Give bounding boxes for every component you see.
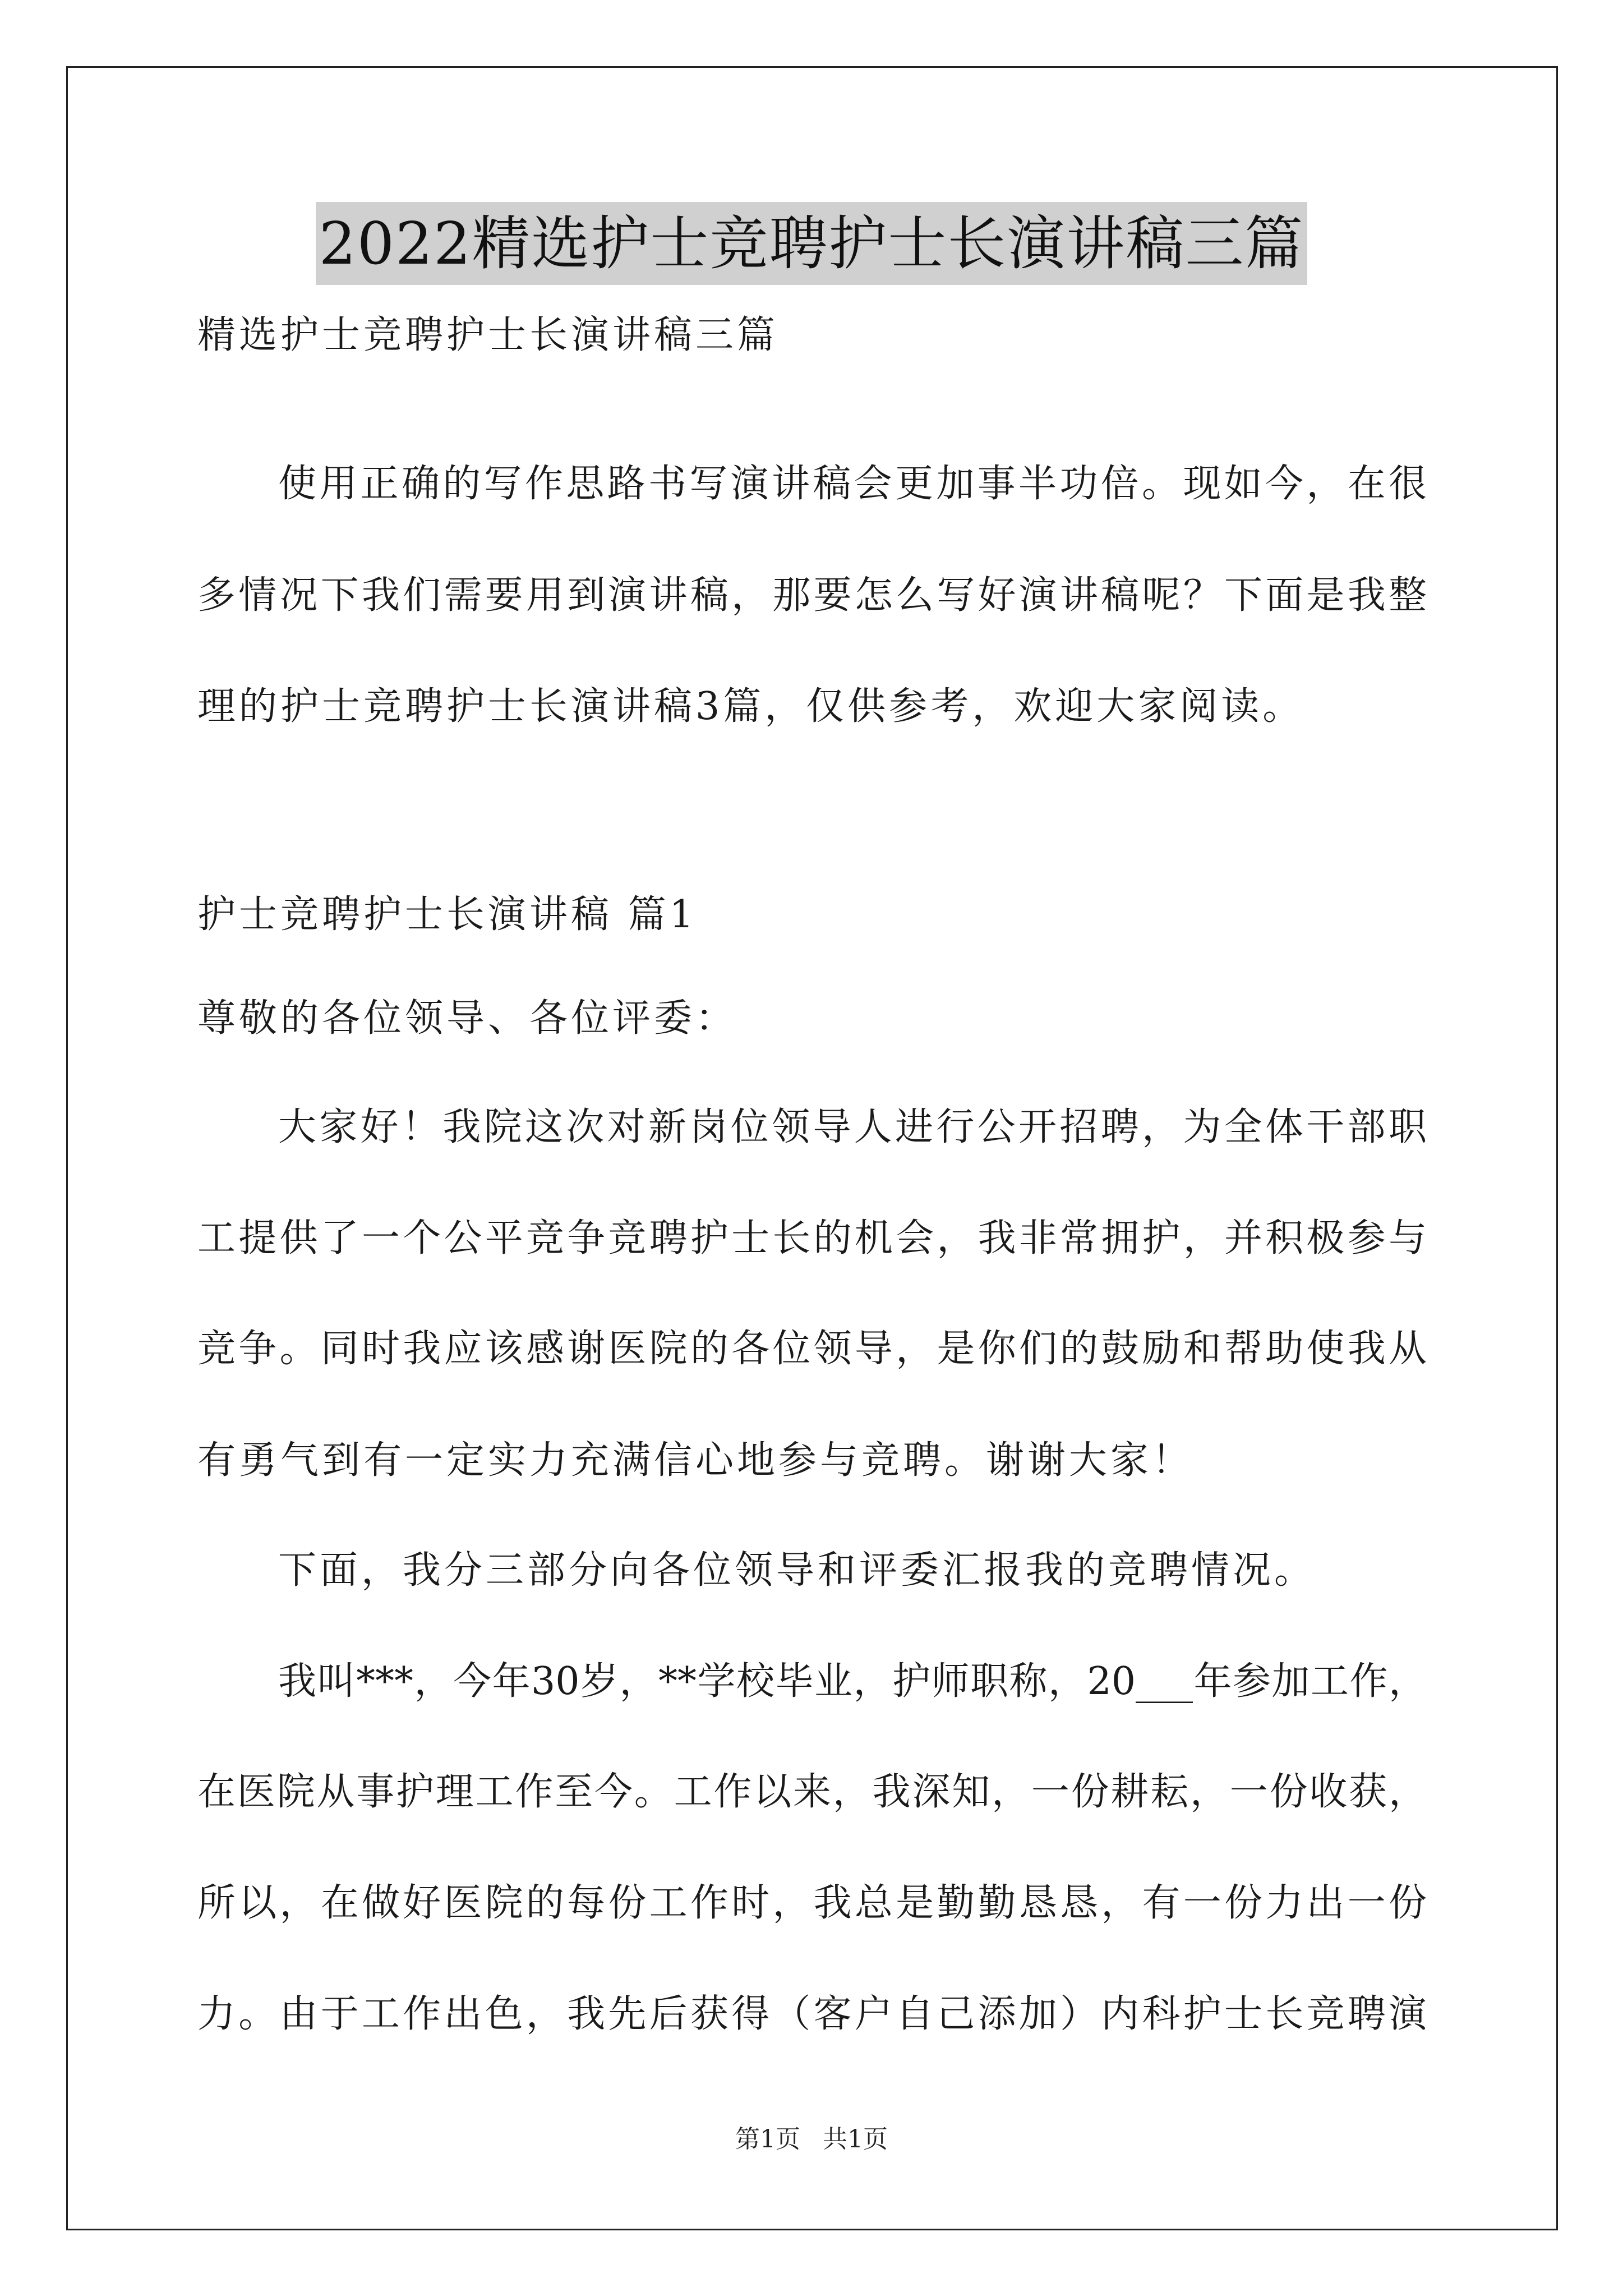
paragraph-line: 理的护士竞聘护士长演讲稿3篇，仅供参考，欢迎大家阅读。 [197, 684, 1304, 729]
section-heading: 护士竞聘护士长演讲稿 篇1 [197, 892, 697, 937]
paragraph-line: 在医院从事护理工作至今。工作以来，我深知，一份耕耘，一份收获， [197, 1770, 1427, 1814]
document-title: 2022精选护士竞聘护士长演讲稿三篇 [316, 202, 1308, 285]
paragraph-line: 所以，在做好医院的每份工作时，我总是勤勤恳恳，有一份力出一份 [197, 1881, 1427, 1925]
page-total: 共1页 [823, 2125, 888, 2154]
paragraph-line: 竞争。同时我应该感谢医院的各位领导，是你们的鼓励和帮助使我从 [197, 1327, 1427, 1371]
paragraph-line: 我叫***，今年30岁，**学校毕业，护师职称，20___年参加工作， [278, 1659, 1427, 1704]
paragraph-line: 力。由于工作出色，我先后获得（客户自己添加）内科护士长竞聘演 [197, 1992, 1427, 2036]
page-footer [0, 2124, 1623, 2155]
paragraph-line: 多情况下我们需要用到演讲稿，那要怎么写好演讲稿呢？下面是我整 [197, 573, 1427, 618]
paragraph-line: 有勇气到有一定实力充满信心地参与竞聘。谢谢大家！ [197, 1438, 1194, 1483]
paragraph-line: 使用正确的写作思路书写演讲稿会更加事半功倍。现如今，在很 [278, 462, 1427, 506]
paragraph-line: 工提供了一个公平竞争竞聘护士长的机会，我非常拥护，并积极参与 [197, 1216, 1427, 1260]
page-number: 第1页 [735, 2125, 800, 2154]
title-area [0, 202, 1623, 285]
paragraph-line: 下面，我分三部分向各位领导和评委汇报我的竞聘情况。 [278, 1548, 1316, 1593]
paragraph-line: 大家好！我院这次对新岗位领导人进行公开招聘，为全体干部职 [278, 1105, 1427, 1149]
salutation: 尊敬的各位领导、各位评委： [197, 996, 737, 1041]
document-subtitle: 精选护士竞聘护士长演讲稿三篇 [197, 313, 779, 357]
